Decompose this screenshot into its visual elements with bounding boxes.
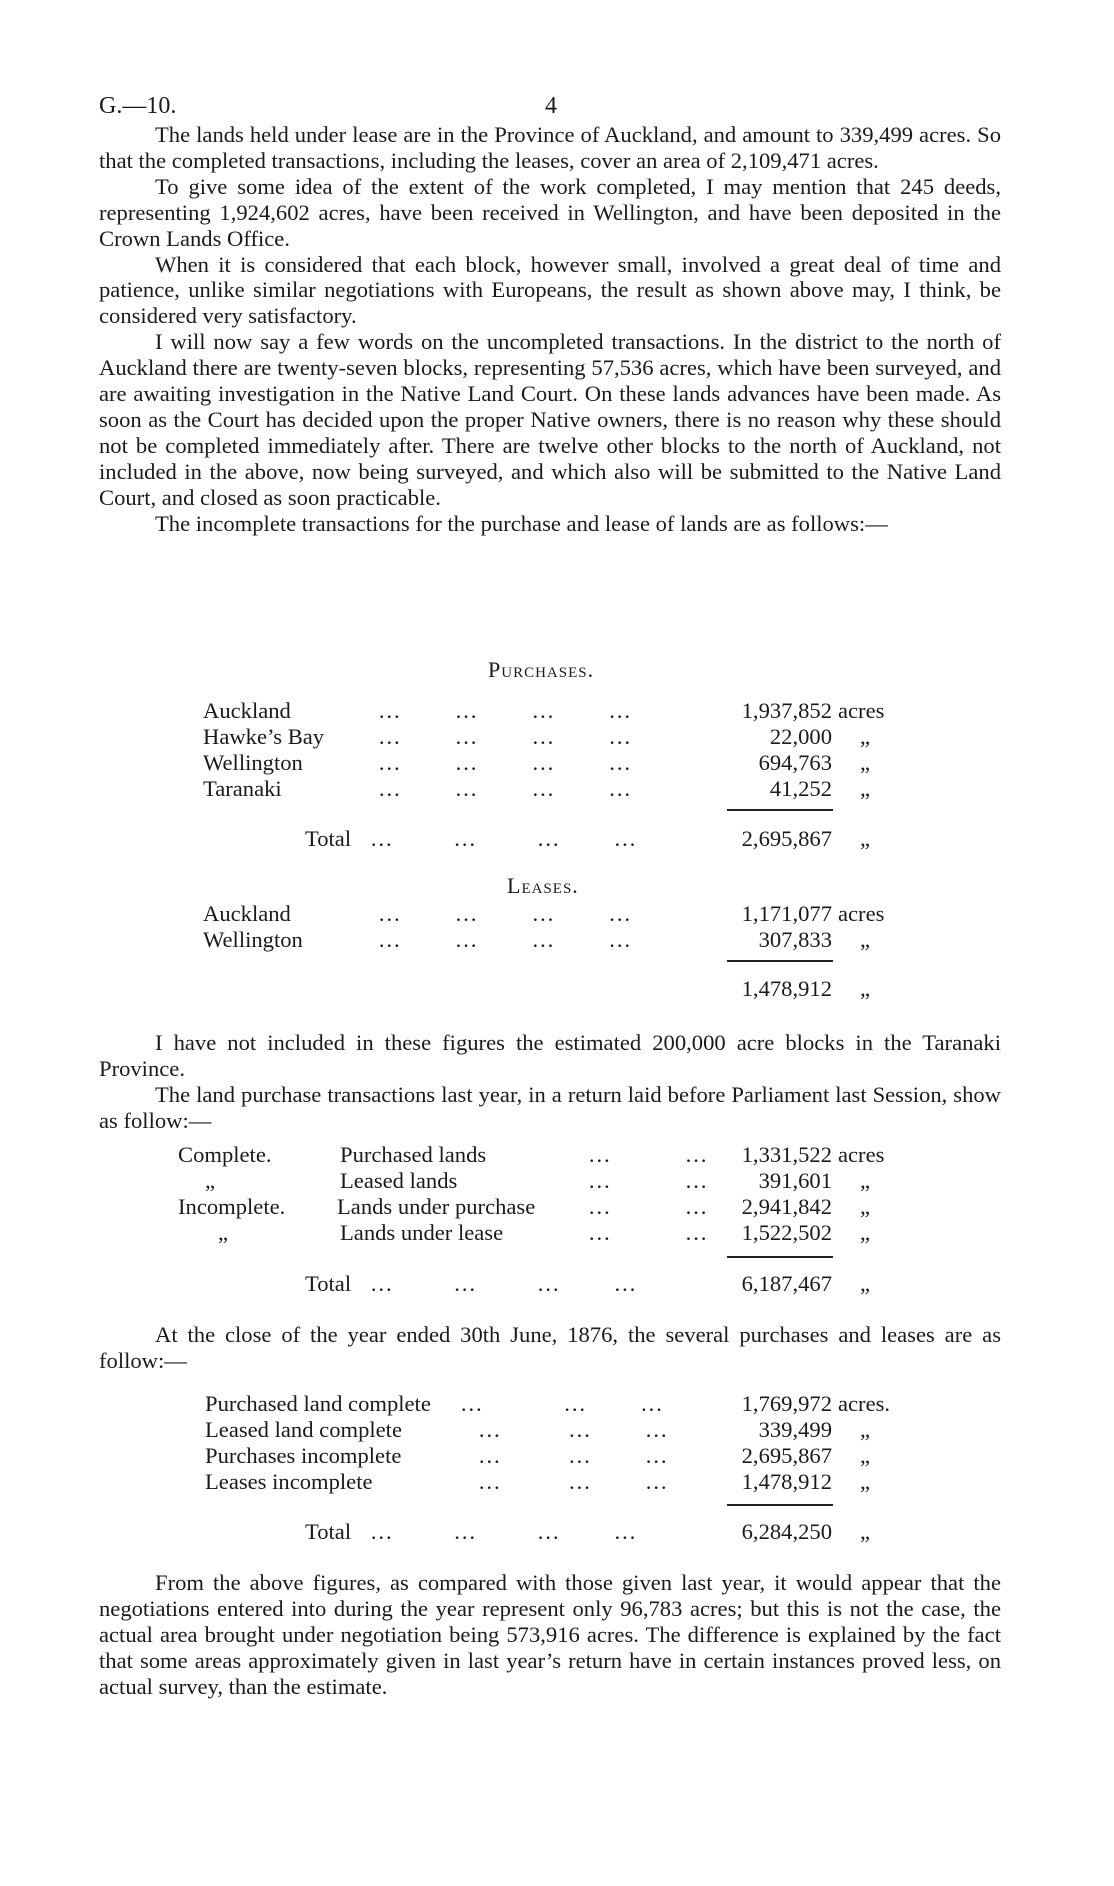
row-value: 1,937,852 (741, 698, 832, 723)
row-value: 1,769,972 (741, 1391, 832, 1416)
row-unit: „ (860, 1469, 871, 1494)
row-unit: „ (860, 1194, 871, 1219)
total-value: 2,695,867 (741, 826, 832, 851)
leader-dots: … … … (478, 1469, 669, 1494)
leader-dots: … … … … (370, 826, 638, 851)
total-rule (727, 1256, 833, 1258)
document-reference: G.—10. (99, 93, 177, 119)
paragraph-deeds: To give some idea of the extent of the work completed, I may mention that 245 deeds, representing 1,924,602 acres, have been received in Wellington, and have been deposited in the Crown Lands Office. (99, 173, 1001, 251)
total-unit: „ (860, 1271, 871, 1296)
row-unit: acres (838, 1142, 885, 1167)
total-rule (727, 1504, 833, 1506)
paragraph-close-year: At the close of the year ended 30th June, 1876, the several purchases and leases are as follow:— (99, 1322, 1001, 1373)
row-label: Wellington (203, 927, 303, 952)
row-label: Leased lands (340, 1168, 458, 1193)
row-value: 307,833 (758, 927, 832, 952)
row-unit: „ (860, 1417, 871, 1442)
row-value: 694,763 (758, 750, 832, 775)
row-label: Lands under purchase (337, 1194, 536, 1219)
row-value: 22,000 (769, 724, 832, 749)
row-status: Incomplete. (178, 1194, 286, 1219)
row-unit: acres (838, 901, 885, 926)
row-label: Leases incomplete (205, 1469, 373, 1494)
row-value: 41,252 (769, 776, 832, 801)
row-label: Taranaki (203, 776, 282, 801)
leases-title: Leases. (507, 873, 579, 898)
leader-dots: … … (588, 1220, 709, 1245)
row-value: 339,499 (758, 1417, 832, 1442)
paragraph-final: From the above figures, as compared with those given last year, it would appear that the negotiations entered into during the year represent only 96,783 acres; but this is not the case, the actual area brought under negotiation being 573,916 acres. The difference is explained by the fact that some areas approximately given in last year’s return have in certain instances proved less, on actual survey, than the estimate. (99, 1570, 1001, 1699)
row-status: „ (218, 1220, 229, 1245)
row-value: 1,478,912 (741, 1469, 832, 1494)
row-status: Complete. (178, 1142, 272, 1167)
leader-dots: … … … … (378, 698, 632, 723)
total-label: Total (305, 826, 352, 851)
row-label: Auckland (203, 901, 291, 926)
row-label: Auckland (203, 698, 291, 723)
row-label: Hawke’s Bay (203, 724, 325, 749)
total-unit: „ (860, 1519, 871, 1544)
row-value: 1,171,077 (741, 901, 832, 926)
leader-dots: … … … … (378, 750, 632, 775)
row-value: 1,522,502 (741, 1220, 832, 1245)
paragraph-satisfactory: When it is considered that each block, however small, involved a great deal of time and patience, unlike similar negotiations with Europeans, the result as shown above may, I think, be considered very satisfactory. (99, 251, 1001, 329)
leader-dots: … … … (478, 1417, 669, 1442)
row-label: Purchased lands (340, 1142, 487, 1167)
leader-dots: … … (588, 1168, 709, 1193)
total-rule (727, 960, 833, 962)
row-unit: „ (860, 1168, 871, 1193)
row-label: Lands under lease (340, 1220, 504, 1245)
row-unit: „ (860, 750, 871, 775)
total-value: 6,284,250 (741, 1519, 832, 1544)
total-label: Total (305, 1519, 352, 1544)
total-value: 6,187,467 (741, 1271, 832, 1296)
paragraph-taranaki-block (99, 1030, 1001, 1134)
leader-dots: … … (588, 1194, 709, 1219)
row-label: Purchases incomplete (205, 1443, 402, 1468)
paragraph-last-year: The land purchase transactions last year, in a return laid before Parliament last Session, show as follow:— (99, 1081, 1001, 1133)
row-status: „ (205, 1168, 216, 1193)
paragraph-final-block (99, 1570, 1001, 1700)
paragraph-uncompleted: I will now say a few words on the uncompleted transactions. In the district to the north of Auckland there are twenty-seven blocks, representing 57,536 acres, which have been surveyed, and are awaiting investigation in the Native Land Court. On these lands advances have been made. As soon as the Court has decided upon the proper Native owners, there is no reason why these should not be completed immediately after. There are twelve other blocks to the north of Auckland, not included in the above, now being surveyed, and which also will be submitted to the Native Land Court, and closed as soon practicable. (99, 329, 1001, 510)
row-label: Wellington (203, 750, 303, 775)
leader-dots: … … … … (378, 901, 632, 926)
intro-paragraphs (99, 122, 1001, 537)
purchases-title: Purchases. (488, 657, 595, 682)
row-unit: „ (860, 724, 871, 749)
row-value: 2,941,842 (741, 1194, 832, 1219)
row-value: 1,331,522 (741, 1142, 832, 1167)
row-unit: acres (838, 698, 885, 723)
total-label: Total (305, 1271, 352, 1296)
row-unit: „ (860, 1220, 871, 1245)
row-unit: „ (860, 927, 871, 952)
row-value: 2,695,867 (741, 1443, 832, 1468)
paragraph-close-year-block (99, 1322, 1001, 1374)
paragraph-taranaki: I have not included in these figures the estimated 200,000 acre blocks in the Taranaki Province. (99, 1030, 1001, 1081)
leader-dots: … … … … (378, 724, 632, 749)
total-unit: „ (860, 826, 871, 851)
row-value: 391,601 (758, 1168, 832, 1193)
row-unit: „ (860, 1443, 871, 1468)
leader-dots: … … … … (378, 927, 632, 952)
paragraph-incomplete-intro: The incomplete transactions for the purchase and lease of lands are as follows:— (155, 510, 888, 536)
row-label: Purchased land complete (205, 1391, 431, 1416)
page-number: 4 (545, 93, 557, 119)
total-rule (727, 809, 833, 811)
leader-dots: … … … (460, 1391, 664, 1416)
paragraph-leases: The lands held under lease are in the Province of Auckland, and amount to 339,499 acres. So that the completed transactions, including the leases, cover an area of 2,109,471 acres. (99, 122, 1001, 173)
leader-dots: … … (588, 1142, 709, 1167)
total-unit: „ (860, 976, 871, 1001)
leader-dots: … … … … (378, 776, 632, 801)
leader-dots: … … … … (370, 1271, 638, 1296)
total-value: 1,478,912 (741, 976, 832, 1001)
row-label: Leased land complete (205, 1417, 402, 1442)
row-unit: „ (860, 776, 871, 801)
leader-dots: … … … (478, 1443, 669, 1468)
row-unit: acres. (838, 1391, 891, 1416)
leader-dots: … … … … (370, 1519, 638, 1544)
